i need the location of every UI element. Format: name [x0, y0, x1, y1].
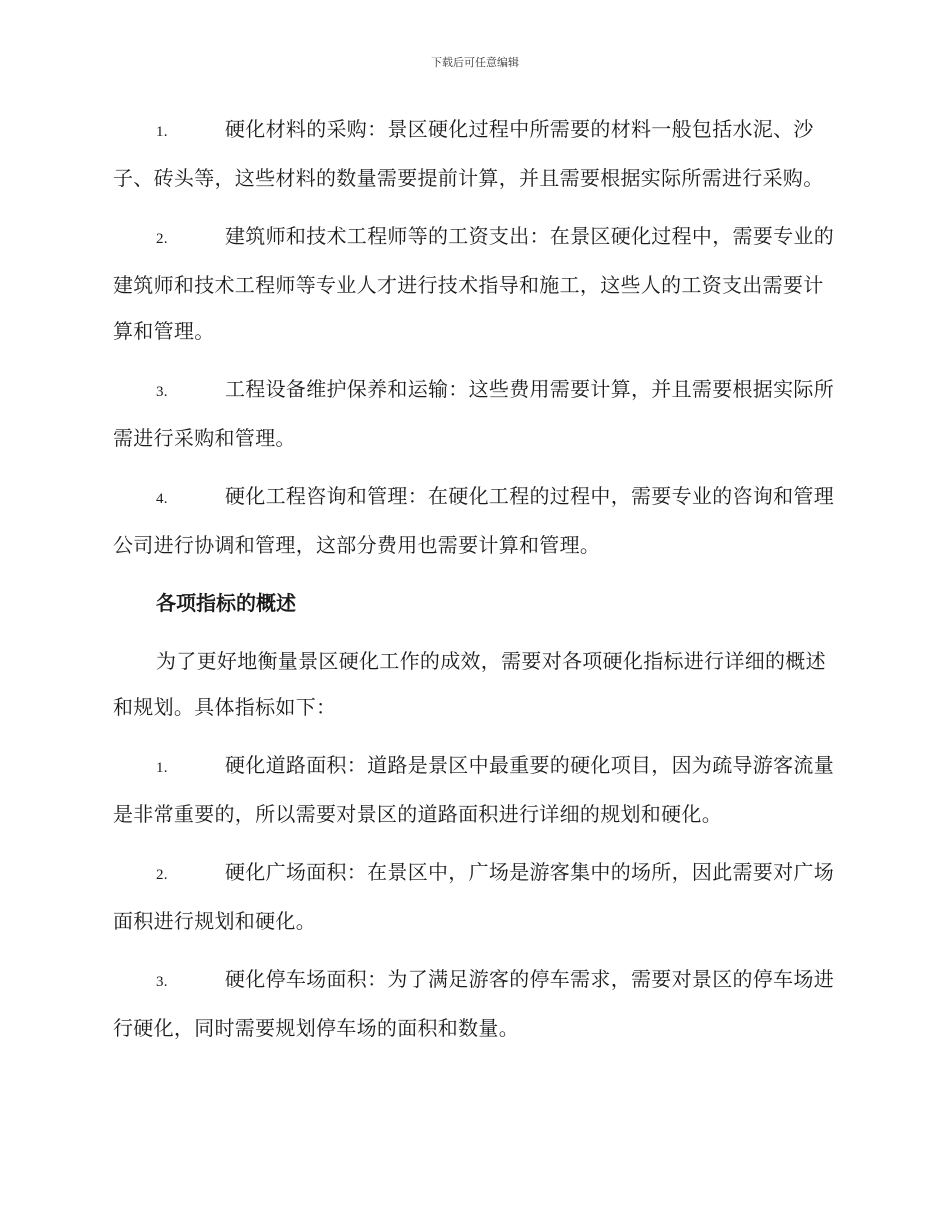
- list-item-text: 硬化道路面积：道路是景区中最重要的硬化项目，因为疏导游客流量是非常重要的，所以需要对景区的道路面积进行详细的规划和硬化。: [113, 753, 834, 826]
- section-heading: 各项指标的概述: [156, 591, 296, 615]
- document-body: [113, 106, 835, 1063]
- section-intro: 为了更好地衡量景区硬化工作的成效，需要对各项硬化指标进行详细的概述和规划。具体指标如下：: [113, 649, 826, 719]
- list-item-text: 硬化广场面积：在景区中，广场是游客集中的场所，因此需要对广场面积进行规划和硬化。: [113, 860, 834, 933]
- list-number: 2.: [156, 867, 168, 883]
- list-number: 1.: [156, 760, 168, 776]
- list-item: [113, 849, 835, 944]
- list-item-text: 硬化停车场面积：为了满足游客的停车需求，需要对景区的停车场进行硬化，同时需要规划停车场的面积和数量。: [113, 967, 834, 1040]
- list-item-text: 工程设备维护保养和运输：这些费用需要计算，并且需要根据实际所需进行采购和管理。: [113, 377, 834, 450]
- list-item: [113, 742, 835, 837]
- list-item-text: 硬化工程咨询和管理：在硬化工程的过程中，需要专业的咨询和管理公司进行协调和管理，这部分费用也需要计算和管理。: [113, 484, 834, 557]
- list-number: 3.: [156, 974, 168, 990]
- list-item: [113, 473, 835, 568]
- list-item-text: 硬化材料的采购：景区硬化过程中所需要的材料一般包括水泥、沙子、砖头等，这些材料的数量需要提前计算，并且需要根据实际所需进行采购。: [113, 117, 824, 190]
- list-number: 4.: [156, 491, 168, 507]
- page-header: 下载后可任意编辑: [431, 56, 519, 69]
- list-item: [113, 366, 835, 461]
- list-item: [113, 213, 835, 354]
- list-item-text: 建筑师和技术工程师等的工资支出：在景区硬化过程中，需要专业的建筑师和技术工程师等专业人才进行技术指导和施工，这些人的工资支出需要计算和管理。: [113, 224, 834, 343]
- list-item: [113, 106, 835, 201]
- list-number: 1.: [156, 124, 168, 140]
- list-item: [113, 956, 835, 1051]
- list-number: 2.: [156, 231, 168, 247]
- list-number: 3.: [156, 384, 168, 400]
